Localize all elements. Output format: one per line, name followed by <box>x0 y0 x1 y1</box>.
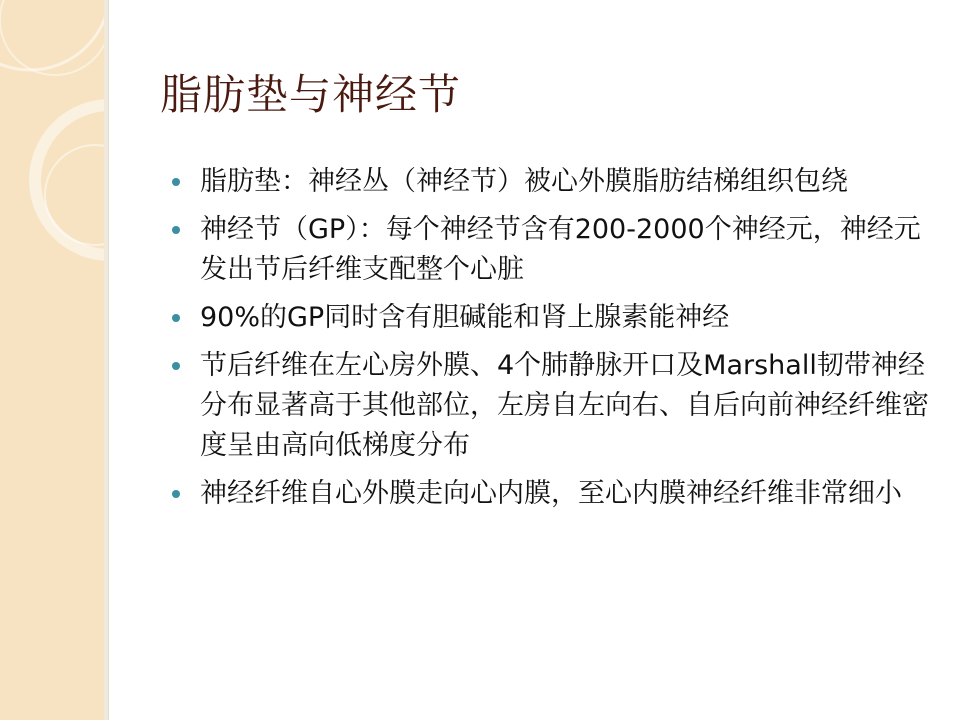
bullet-item <box>170 210 930 290</box>
bullet-text: 神经节（GP）：每个神经节含有200-2000个神经元，神经元发出节后纤维支配整个心脏 <box>200 214 921 285</box>
bullet-item <box>170 474 930 514</box>
bullet-text: 神经纤维自心外膜走向心内膜，至心内膜神经纤维非常细小 <box>200 478 902 509</box>
bullet-marker-icon <box>172 226 180 234</box>
slide-title: 脂肪垫与神经节 <box>160 70 462 119</box>
bullet-item <box>170 298 930 338</box>
band-edge-line <box>108 0 109 720</box>
bullet-item <box>170 162 930 202</box>
decorative-side-band <box>0 0 104 720</box>
decorative-circles <box>0 0 104 720</box>
bullet-marker-icon <box>172 178 180 186</box>
bullet-text: 节后纤维在左心房外膜、4个肺静脉开口及Marshall韧带神经分布显著高于其他部位，左房自左向右、自后向前神经纤维密度呈由高向低梯度分布 <box>200 350 929 461</box>
bullet-text: 脂肪垫：神经丛（神经节）被心外膜脂肪结梯组织包绕 <box>200 166 848 197</box>
bullet-marker-icon <box>172 314 180 322</box>
bullet-list <box>170 162 930 522</box>
bullet-marker-icon <box>172 362 180 370</box>
bullet-marker-icon <box>172 490 180 498</box>
bullet-text: 90%的GP同时含有胆碱能和肾上腺素能神经 <box>200 302 730 333</box>
bullet-item <box>170 346 930 466</box>
